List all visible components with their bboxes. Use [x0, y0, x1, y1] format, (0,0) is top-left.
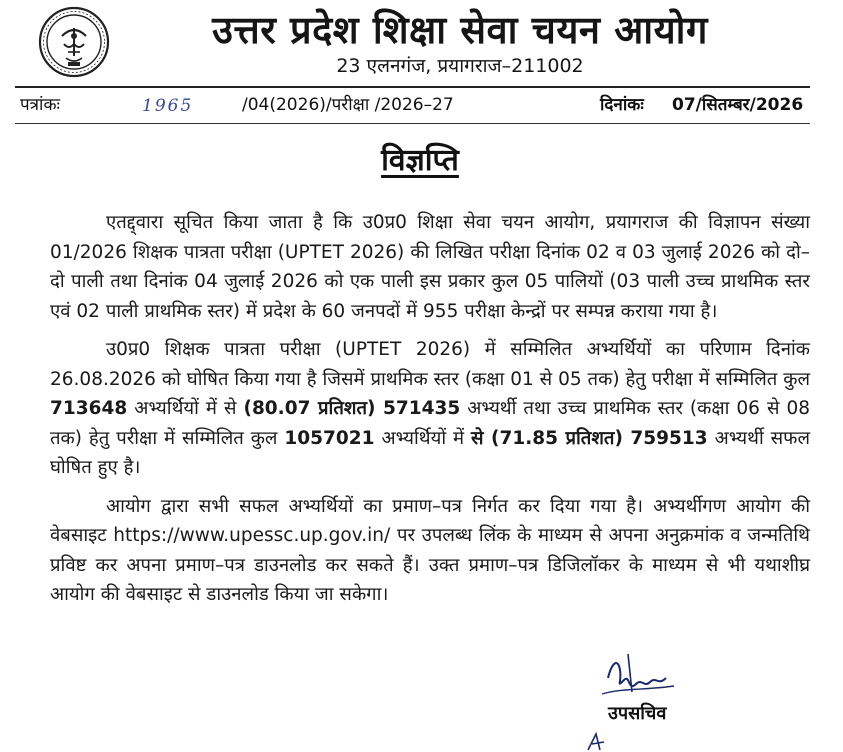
reference-line	[20, 92, 810, 120]
primary-total-candidates: 713648	[50, 398, 128, 419]
result-text-5: अभ्यर्थी सफल घोषित हुए है।	[50, 427, 810, 478]
notice-body	[50, 208, 810, 619]
upper-primary-total-candidates: 1057021	[284, 427, 375, 449]
primary-passed-candidates: (80.07 प्रतिशत) 571435	[243, 398, 461, 419]
paragraph-exam-details: एतद्द्वारा सूचित किया जाता है कि उ0प्र0 शिक्षा सेवा चयन आयोग, प्रयागराज की विज्ञापन संख्या 01/2026 शिक्षक पात्रता परीक्षा (UPTET 2026) की लिखित परीक्षा दिनांक 02 व 03 जुलाई 2026 को दो–दो पाली तथा दिनांक 04 जुलाई 2026 को एक पाली इस प्रकार कुल 05 पालियों (03 पाली उच्च प्राथमिक स्तर एवं 02 पाली प्राथमिक स्तर) में प्रदेश के 60 जनपदों में 955 परीक्षा केन्द्रों पर सम्पन्न कराया गया है।	[50, 212, 810, 322]
date-value: 07/सितम्बर/2026	[672, 95, 804, 115]
result-text-2: अभ्यर्थियों में से	[127, 398, 244, 419]
upper-primary-passed-candidates: से (71.85 प्रतिशत) 759513	[471, 427, 708, 449]
result-text-1: उ0प्र0 शिक्षक पात्रता परीक्षा (UPTET 2026) में सम्मिलित अभ्यर्थियों का परिणाम दिनांक 26.08.2026 को घोषित किया गया है जिसमें प्राथमिक स्तर (कक्षा 01 से 05 तक) हेतु परीक्षा में सम्मिलित कुल	[50, 339, 810, 390]
date-label: दिनांकः	[600, 95, 644, 115]
signatory-designation: उपसचिव	[608, 703, 667, 724]
up-government-emblem-icon	[38, 6, 110, 78]
reference-divider	[15, 123, 810, 124]
reference-label: पत्रांकः	[20, 95, 60, 115]
organization-address: 23 एलनगंज, प्रयागराज–211002	[336, 55, 584, 77]
paragraph-result-details	[50, 335, 810, 483]
handwritten-signature-icon	[598, 648, 678, 700]
reference-handwritten-number: 1965	[142, 96, 194, 116]
result-text-4: अभ्यर्थियों में	[374, 427, 472, 449]
organization-name: उत्तर प्रदेश शिक्षा सेवा चयन आयोग	[212, 8, 708, 52]
header-divider	[15, 86, 810, 88]
result-text-3: अभ्यर्थी तथा उच्च प्राथमिक स्तर (कक्षा 06 से 08 तक) हेतु परीक्षा में सम्मिलित कुल	[50, 398, 810, 449]
initial-mark-icon	[584, 732, 614, 752]
letterhead	[0, 0, 843, 88]
reference-number: /04(2026)/परीक्षा /2026–27	[242, 95, 454, 115]
notice-title: विज्ञप्ति	[381, 143, 459, 178]
paragraph-certificate-download: आयोग द्वारा सभी सफल अभ्यर्थियों का प्रमाण–पत्र निर्गत कर दिया गया है। अभ्यर्थीगण आयोग की वेबसाइट https://www.upessc.up.gov.in/ पर उपलब्ध लिंक के माध्यम से अपना अनुक्रमांक व जन्मतिथि प्रविष्ट कर अपना प्रमाण–पत्र डाउनलोड कर सकते हैं। उक्त प्रमाण–पत्र डिजिलॉकर के माध्यम से भी यथाशीघ्र आयोग की वेबसाइट से डाउनलोड किया जा सकेगा।	[50, 495, 810, 605]
